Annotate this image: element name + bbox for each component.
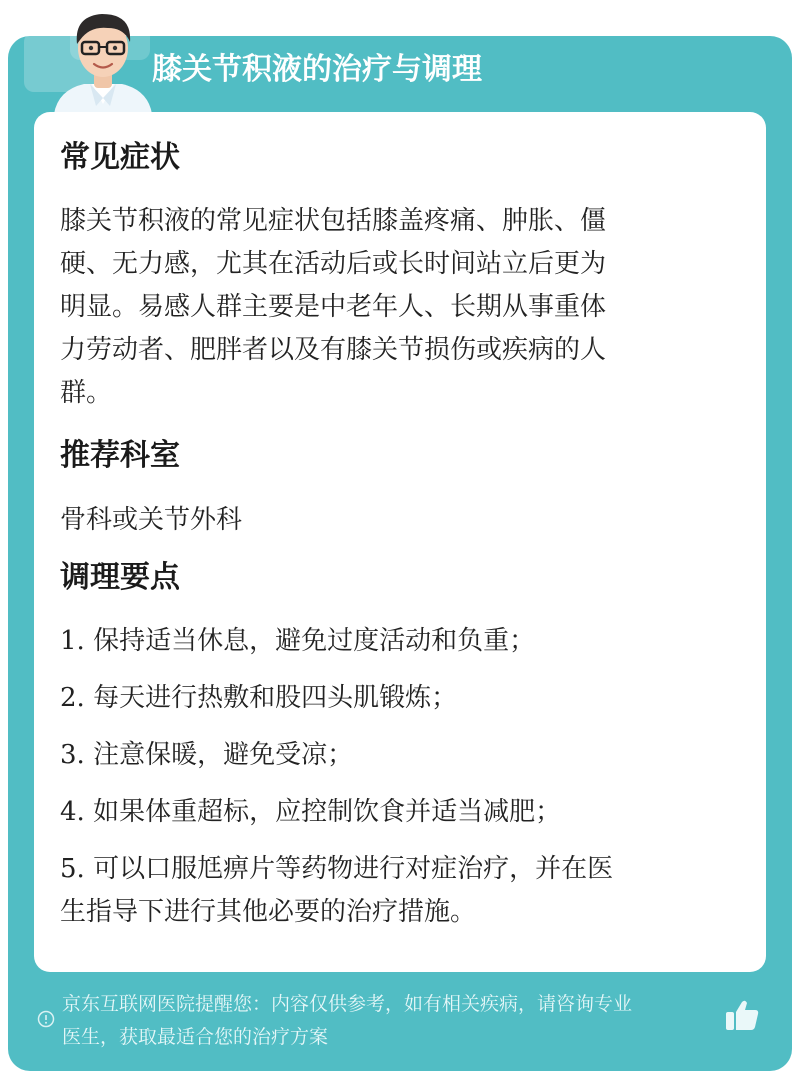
- list-item: [60, 677, 740, 720]
- list-item: [60, 791, 740, 834]
- disclaimer-line: 京东互联网医院提醒您：内容仅供参考，如有相关疾病，请咨询专业: [62, 993, 633, 1015]
- paragraph-line: 硬、无力感，尤其在活动后或长时间站立后更为: [60, 249, 607, 279]
- disclaimer-footer: [62, 988, 728, 1054]
- info-circle-icon: [37, 1010, 55, 1028]
- paragraph-line: 力劳动者、肥胖者以及有膝关节损伤或疾病的人: [60, 335, 607, 365]
- list-text: 可以口服尪痹片等药物进行对症治疗，并在医: [93, 854, 614, 884]
- page-title: 膝关节积液的治疗与调理: [152, 52, 482, 87]
- list-text-continued: 生指导下进行其他必要的治疗措施。: [60, 897, 477, 927]
- doctor-avatar: [44, 6, 162, 114]
- content-card: [34, 112, 766, 972]
- list-item: [60, 620, 740, 663]
- list-number: 1.: [60, 626, 85, 656]
- list-item: [60, 848, 740, 934]
- section-heading-department: 推荐科室: [60, 438, 180, 473]
- list-number: 4.: [60, 797, 85, 827]
- list-text: 保持适当休息，避免过度活动和负重；: [93, 626, 536, 656]
- section-heading-care: 调理要点: [60, 560, 180, 595]
- department-text: 骨科或关节外科: [60, 505, 243, 535]
- list-text: 每天进行热敷和股四头肌锻炼；: [93, 683, 458, 713]
- list-text: 注意保暖，避免受凉；: [93, 740, 354, 770]
- disclaimer-line: 医生，获取最适合您的治疗方案: [62, 1026, 329, 1048]
- list-number: 2.: [60, 683, 85, 713]
- list-number: 3.: [60, 740, 85, 770]
- paragraph-line: 膝关节积液的常见症状包括膝盖疼痛、肿胀、僵: [60, 206, 607, 236]
- list-item: [60, 734, 740, 777]
- paragraph-line: 群。: [60, 378, 113, 408]
- symptoms-paragraph: [60, 200, 740, 415]
- list-number: 5.: [60, 854, 85, 884]
- paragraph-line: 明显。易感人群主要是中老年人、长期从事重体: [60, 292, 607, 322]
- list-text: 如果体重超标，应控制饮食并适当减肥；: [93, 797, 562, 827]
- thumbs-up-icon[interactable]: [724, 998, 760, 1032]
- section-heading-symptoms: 常见症状: [60, 140, 180, 175]
